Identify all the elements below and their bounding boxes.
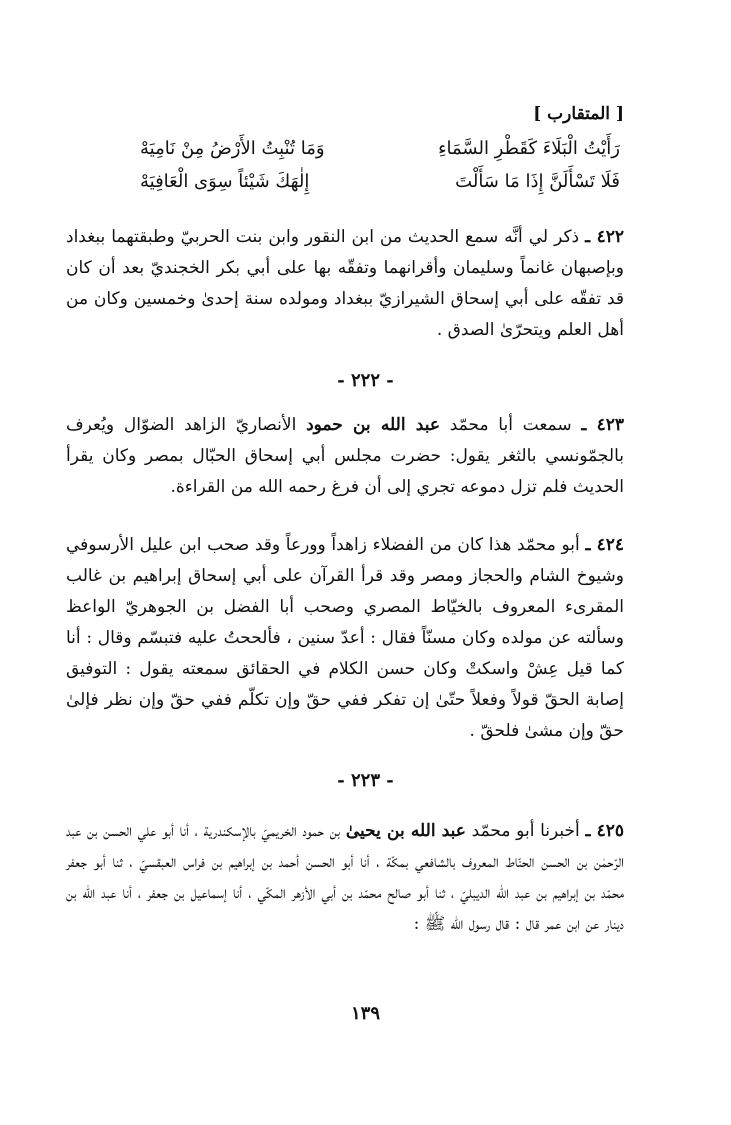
poem-meter: [ المتقارب ] — [533, 104, 624, 124]
entry-text-prefix: أخبرنا أبو محمّد — [471, 821, 580, 841]
entry-text: بن حمود الخريميّ بالإسكندرية ، أنا أبو علي الحسن بن عبد الرّحمٰن بن الحسن الحنّاط المعروف بالشافعي بمكّة ، أنا أبو الحسن أحمد بن إبراهيم بن فراس العبقسيّ ، ثنا أبو جعفر محمّد بن إبراهيم بن عبد الله الديبليّ ، ثنا أبو صالح محمّد بن أبي الأزهر المكّي ، أنا إسماعيل بن جعفر ، أنا عبد الله بن دينار عن ابن عمر قال : قال رسول الله ﷺ : — [66, 821, 624, 934]
entry-text: أبو محمّد هذا كان من الفضلاء زاهداً وورعاً وقد صحب ابن عليل الأرسوفي وشيوخ الشام والحجاز ومصر وقد قرأ القرآن على أبي إسحاق إبراهيم بن غالب المقرىء المعروف بالخيّاط المصري وصحب أبا الفضل بن الجوهريّ الواعظ وسألته عن مولده وكان مسنّاً فقال : أعدّ سنين ، فألححتُ عليه فتبسّم وقال : أنا كما قيل عِشْ واسكتْ وكان حسن الكلام في الحقائق سمعته يقول : التوفيق إصابة الحقّ قولاً وفعلاً حتّىٰ إن تفكر ففي حقّ وإن تكلّم ففي حقّ وإن نظر فإلىٰ حقّ وإن مشىٰ فلحقّ . — [66, 535, 624, 741]
entry-number: ٤٢٥ ـ — [585, 821, 625, 841]
entry-425 — [66, 816, 624, 940]
entry-number: ٤٢٤ ـ — [585, 535, 624, 555]
entry-text: الأنصاريّ الزاهد الضوّال ويُعرف بالجمّونسي بالثغر يقول: حضرت مجلس أبي إسحاق الحبّال بمصر وكان يقرأ الحديث فلم تزل دموعه تجري إلى أن فرغ رحمه الله من القراءة. — [66, 415, 624, 497]
verse-first-hemistich: رَأَيْتُ الْبَلَاءَ كَقَطْرِ السَّمَاءِ — [438, 138, 620, 159]
page-number: ١٣٩ — [350, 1003, 380, 1024]
verse-second-hemistich: إِلٰهَكَ شَيْئاً سِوَى الْعَافِيَهْ — [140, 171, 310, 192]
section-heading: - ٢٢٣ - — [337, 770, 394, 791]
entry-423 — [66, 410, 624, 503]
entry-number: ٤٢٣ ـ — [581, 415, 624, 435]
verse-second-hemistich: وَمَا تُنْبِتُ الأَرْضُ مِنْ نَامِيَهْ — [140, 138, 325, 159]
entry-text: ذكر لي أنَّه سمع الحديث من ابن النقور وابن بنت الحربيّ وطبقتهما ببغداد وبإصبهان غانماً وسليمان وأقرانهما وتفقّه بها على أبي بكر الخجنديّ بعد أن كان قد تفقّه على أبي إسحاق الشيرازيّ ببغداد ومولده سنة إحدىٰ وخمسين وكان من أهل العلم ويتحرّىٰ الصدق . — [66, 227, 624, 340]
narrator-name: عبد الله بن حمود — [306, 415, 440, 435]
section-heading: - ٢٢٢ - — [337, 370, 394, 391]
entry-number: ٤٢٢ ـ — [585, 227, 625, 247]
entry-424 — [66, 530, 624, 747]
entry-422 — [66, 222, 624, 346]
verse-first-hemistich: فَلَا تَسْأَلَنَّ إِذَا مَا سَأَلْتَ — [455, 171, 620, 192]
poem-verse — [140, 138, 620, 159]
narrator-name: عبد الله بن يحيىٰ — [345, 821, 466, 841]
entry-text-prefix: سمعت أبا محمّد — [449, 415, 572, 435]
poem-verse — [140, 171, 620, 192]
